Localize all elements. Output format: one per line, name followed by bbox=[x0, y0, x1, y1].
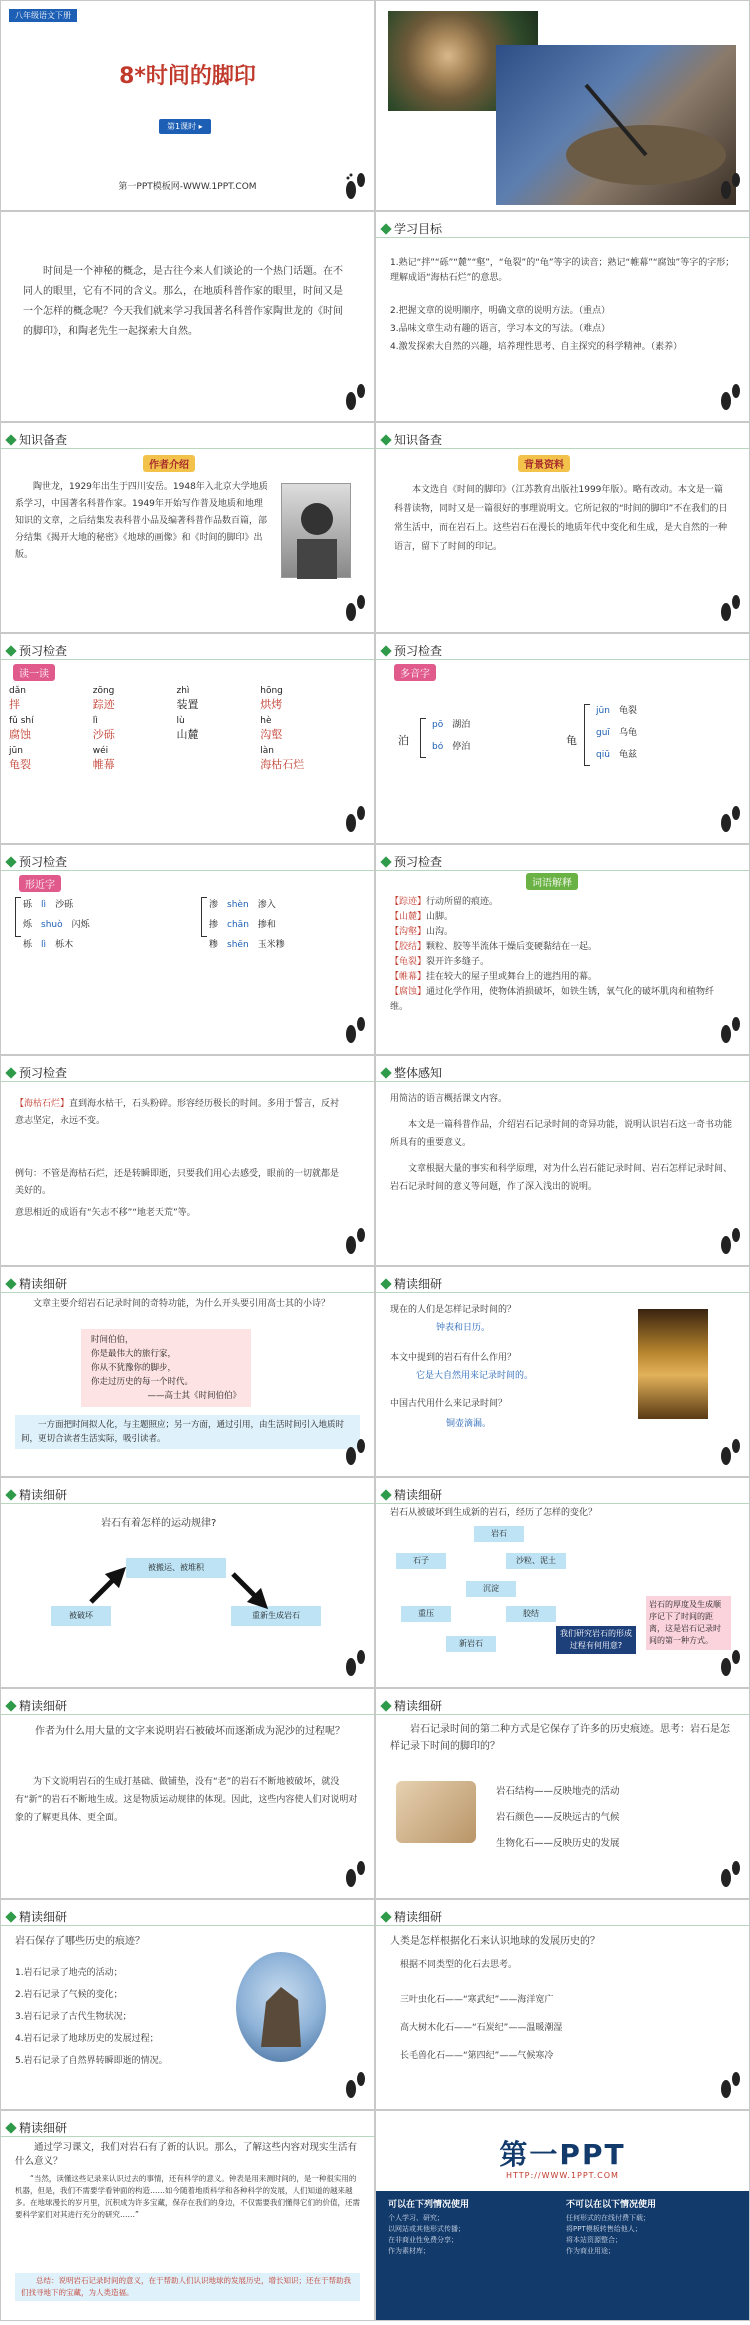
flow-node: 沙粒、泥土 bbox=[506, 1553, 566, 1569]
flow-node: 石子 bbox=[396, 1553, 446, 1569]
pinyin-cell: zōng 踪迹 bbox=[92, 686, 115, 711]
diamond-icon bbox=[5, 1911, 16, 1922]
slide-time-record[interactable] bbox=[375, 1266, 750, 1477]
question: 岩石保存了哪些历史的痕迹？ bbox=[15, 1936, 145, 1947]
lesson-title: 8*时间的脚印 bbox=[119, 64, 256, 89]
header-divider bbox=[376, 448, 749, 449]
slide-logo[interactable] bbox=[375, 2110, 750, 2321]
header-divider bbox=[376, 1503, 749, 1504]
polyphone-char: 泊 bbox=[398, 734, 409, 747]
slide-rock-cycle[interactable] bbox=[0, 1477, 375, 1688]
diamond-icon bbox=[5, 434, 16, 445]
slide-fossil[interactable] bbox=[375, 1688, 750, 1899]
diamond-icon bbox=[380, 645, 391, 656]
footprint-icon bbox=[717, 381, 743, 415]
diamond-icon bbox=[380, 856, 391, 867]
footprint-icon bbox=[342, 1225, 368, 1259]
slide-author[interactable] bbox=[0, 422, 375, 633]
header-divider bbox=[1, 870, 374, 871]
glossary-item: 【龟裂】裂开许多缝子。 bbox=[390, 957, 490, 967]
question: 通过学习课文，我们对岩石有了新的认识。那么，了解这些内容对现实生活有什么意义？ bbox=[15, 2142, 358, 2167]
section-header bbox=[382, 431, 442, 448]
rock-photo bbox=[236, 1952, 326, 2062]
diamond-icon bbox=[5, 856, 16, 867]
diamond-icon bbox=[380, 223, 391, 234]
slide-similar-chars[interactable] bbox=[0, 844, 375, 1055]
poem-question: 文章主要介绍岩石记录时间的奇特功能，为什么开头要引用高士其的小诗？ bbox=[33, 1299, 331, 1309]
allowed-list: 个人学习、研究； 以网站或其他形式传播； 在非商业性免费分享； 作为素材库； bbox=[388, 2214, 465, 2255]
section-title: 学习目标 bbox=[394, 222, 443, 236]
glossary-label: 词语解释 bbox=[526, 873, 578, 890]
slide-read[interactable] bbox=[0, 633, 375, 844]
section-header bbox=[382, 1697, 442, 1714]
flow-node: 沉淀 bbox=[466, 1581, 516, 1597]
header-divider bbox=[376, 659, 749, 660]
pinyin-cell: wéi 帷幕 bbox=[92, 746, 115, 771]
section-header bbox=[7, 1064, 67, 1081]
section-header bbox=[382, 642, 442, 659]
glossary-item: 【山麓】山脚。 bbox=[390, 912, 454, 922]
section-header bbox=[7, 431, 67, 448]
read-label: 读一读 bbox=[13, 664, 55, 681]
footprint-icon bbox=[717, 592, 743, 626]
answer: 铜壶滴漏。 bbox=[446, 1419, 492, 1429]
section-title: 精读细研 bbox=[394, 1277, 443, 1291]
poem-box: 时间伯伯， 你是最伟大的旅行家， 你从不犹豫你的脚步， 你走过历史的每一个时代。 ——高士其《时间伯伯》 bbox=[81, 1329, 251, 1407]
intro-text: 时间是一个神秘的概念，是古往今来人们谈论的一个热门话题。在不同人的眼里，它有不同的含义。那么，在地质科普作家的眼里，时间又是一个怎样的概念呢？今天我们就来学习我国著名科普作家陶世龙的《时间的脚印》，和陶老先生一起探索大自然。 bbox=[23, 266, 343, 337]
section-title: 精读细研 bbox=[394, 1488, 443, 1502]
diamond-icon bbox=[380, 1700, 391, 1711]
question: 岩石有着怎样的运动规律? bbox=[101, 1518, 217, 1529]
flow-box: 被搬运、被堆积 bbox=[126, 1558, 226, 1578]
question: 本文中提到的岩石有什么作用？ bbox=[390, 1353, 517, 1363]
slide-polyphone[interactable] bbox=[375, 633, 750, 844]
flow-box: 重新生成岩石 bbox=[231, 1606, 321, 1626]
footprint-icon bbox=[342, 1436, 368, 1470]
header-divider bbox=[1, 1292, 374, 1293]
section-title: 精读细研 bbox=[19, 1277, 68, 1291]
brace bbox=[201, 897, 207, 937]
slide-idiom[interactable] bbox=[0, 1055, 375, 1266]
goal-item: 3.品味文章生动有趣的语言，学习本文的写法。（难点） bbox=[390, 324, 611, 334]
polyphone-char: 龟 bbox=[566, 734, 577, 747]
background-label: 背景资料 bbox=[518, 455, 570, 472]
poem-answer: 一方面把时间拟人化，与主题照应；另一方面，通过引用，由生活时间引入地质时间，更切合读者生活实际，吸引读者。 bbox=[15, 1415, 360, 1449]
section-header bbox=[382, 220, 442, 237]
pinyin-cell: hè 沟壑 bbox=[260, 716, 283, 741]
brace bbox=[420, 718, 426, 758]
footprint-icon bbox=[342, 1647, 368, 1681]
footprint-icon bbox=[717, 2069, 743, 2103]
section-title: 预习检查 bbox=[19, 855, 68, 869]
footprint-icon bbox=[342, 2069, 368, 2103]
pinyin-cell: làn 海枯石烂 bbox=[260, 746, 305, 771]
section-header bbox=[382, 1064, 442, 1081]
sundial-photo bbox=[496, 45, 736, 205]
flow-arrows bbox=[1, 1478, 375, 1688]
footprint-icon bbox=[342, 803, 368, 837]
question: 现在的人们是怎样记录时间的？ bbox=[390, 1305, 517, 1315]
brace bbox=[15, 897, 21, 937]
similar-label: 形近字 bbox=[19, 875, 61, 892]
section-header bbox=[382, 1486, 442, 1503]
section-header bbox=[7, 642, 67, 659]
traces-list: 1.岩石记录了地壳的活动； 2.岩石记录了气候的变化； 3.岩石记录了古代生物状况； 4.岩石记录了地球历史的发展过程； 5.岩石记录了自然界转瞬即逝的情况。 bbox=[15, 1968, 168, 2066]
fossil-photo bbox=[396, 1781, 476, 1843]
diamond-icon bbox=[5, 2122, 16, 2133]
header-divider bbox=[1, 448, 374, 449]
footprint-icon bbox=[717, 1858, 743, 1892]
idiom-example: 例句：不管是海枯石烂，还是转瞬即逝，只要我们用心去感受，眼前的一切就都是美好的。 bbox=[15, 1169, 340, 1196]
glossary-item: 【踪迹】行动所留的痕迹。 bbox=[390, 897, 499, 907]
diamond-icon bbox=[380, 1489, 391, 1500]
section-title: 预习检查 bbox=[394, 855, 443, 869]
section-header bbox=[7, 1697, 67, 1714]
slide-poem[interactable] bbox=[0, 1266, 375, 1477]
author-label: 作者介绍 bbox=[143, 455, 195, 472]
header-divider bbox=[1, 1081, 374, 1082]
slide-overview[interactable] bbox=[375, 1055, 750, 1266]
fossil-era-list: 三叶虫化石——“寒武纪”——海洋宽广 高大树木化石——“石炭纪”——温暖潮湿 长毛兽化石——“第四纪”——气候寒冷 bbox=[400, 1995, 563, 2061]
glossary-item: 【胶结】颗粒、胶等半流体干燥后变硬黏结在一起。 bbox=[390, 942, 598, 952]
diamond-icon bbox=[5, 645, 16, 656]
pinyin-cell: dǎn 拌 bbox=[9, 686, 26, 711]
footprint-icon bbox=[717, 170, 743, 204]
pinyin-table bbox=[9, 686, 344, 772]
pinyin-cell: fǔ shí 腐蚀 bbox=[9, 716, 34, 741]
allowed-title: 可以在下列情况使用 bbox=[388, 2200, 470, 2210]
idiom-def: 【海枯石烂】直到海水枯干，石头粉碎。形容经历极长的时间。多用于誓言，反衬意志坚定，永远不变。 bbox=[15, 1099, 340, 1126]
question: 人类是怎样根据化石来认识地球的发展历史的？ bbox=[390, 1936, 600, 1947]
flow-node: 新岩石 bbox=[446, 1636, 496, 1652]
diamond-icon bbox=[380, 1067, 391, 1078]
author-photo bbox=[281, 483, 351, 578]
section-header bbox=[7, 853, 67, 870]
header-divider bbox=[376, 237, 749, 238]
footprint-icon bbox=[717, 1225, 743, 1259]
water-clock-photo bbox=[638, 1309, 708, 1419]
section-title: 精读细研 bbox=[394, 1699, 443, 1713]
glossary-item: 【沟壑】山沟。 bbox=[390, 927, 454, 937]
pinyin-cell: zhì 装置 bbox=[176, 686, 199, 711]
header-divider bbox=[376, 1714, 749, 1715]
similar-list: 渗 shèn 渗入 掺 chān 掺和 糁 shēn 玉米糁 bbox=[209, 900, 285, 950]
pinyin-cell: lì 沙砾 bbox=[92, 716, 115, 741]
answer: 它是大自然用来记录时间的。 bbox=[416, 1371, 534, 1381]
header-divider bbox=[1, 1925, 374, 1926]
overview-answer: 文章根据大量的事实和科学原理，对为什么岩石能记录时间、岩石怎样记录时间、岩石记录时间的意义等问题，作了深入浅出的说明。 bbox=[390, 1164, 733, 1192]
slide-title[interactable] bbox=[0, 0, 375, 211]
fossil-list: 岩石结构——反映地壳的活动 岩石颜色——反映远古的气候 生物化石——反映历史的发展 bbox=[496, 1786, 620, 1849]
center-question: 我们研究岩石的形成过程有何用意? bbox=[556, 1626, 636, 1654]
section-header bbox=[382, 853, 442, 870]
slide-photo[interactable] bbox=[375, 0, 750, 211]
diamond-icon bbox=[380, 434, 391, 445]
section-header bbox=[7, 2119, 67, 2136]
note-box: 岩石的厚度及生成顺序记下了时间的距离，这是岩石记录时间的第一种方式。 bbox=[646, 1596, 731, 1650]
header-divider bbox=[1, 659, 374, 660]
site-text: 第一PPT模板网-WWW.1PPT.COM bbox=[118, 182, 257, 192]
polyphone-label: 多音字 bbox=[394, 664, 436, 681]
subtitle: 根据不同类型的化石去思考。 bbox=[400, 1960, 518, 1970]
slide-fossil-history[interactable] bbox=[375, 1899, 750, 2110]
similar-list: 砾 lì 沙砾 烁 shuò 闪烁 栎 lì 栎木 bbox=[23, 900, 90, 950]
lesson-badge-label: 第1课时 bbox=[167, 122, 197, 131]
glossary-list bbox=[390, 895, 721, 1015]
section-title: 预习检查 bbox=[19, 1066, 68, 1080]
brace bbox=[584, 704, 590, 766]
section-header bbox=[382, 1908, 442, 1925]
slide-why-text[interactable] bbox=[0, 1688, 375, 1899]
section-title: 精读细研 bbox=[394, 1910, 443, 1924]
diamond-icon bbox=[380, 1911, 391, 1922]
quote-text: “当然，读懂这些记录来认识过去的事情，还有科学的意义。钟表是用来测时间的，是一种很实用的机器，但是，我们不需要学看钟面的构造……如今随着地质科学和各种科学的发展，人们知道的越来越多。在地球漫长的岁月里，沉积成为许多宝藏，保存在我们的身边，不仅需要我们懂得它们的价值，还需要科学家们对其进行充分的研究……” bbox=[15, 2174, 360, 2219]
overview-answer: 本文是一篇科普作品，介绍岩石记录时间的奇异功能，说明认识岩石这一奇书功能所具有的重要意义。 bbox=[390, 1120, 733, 1148]
answer: 钟表和日历。 bbox=[436, 1323, 491, 1333]
header-divider bbox=[376, 1292, 749, 1293]
slide-background[interactable] bbox=[375, 422, 750, 633]
pinyin-cell: jūn 龟裂 bbox=[9, 746, 31, 771]
answer: 为下文说明岩石的生成打基础、做铺垫，没有“老”的岩石不断地被破坏，就没有“新”的岩石不断地生成。这是物质运动规律的体现。因此，这些内容使人们对说明对象的了解更具体、更全面。 bbox=[15, 1777, 358, 1823]
diamond-icon bbox=[5, 1278, 16, 1289]
overview-question: 用简洁的语言概括课文内容。 bbox=[390, 1094, 508, 1104]
goal-item: 4.激发探索大自然的兴趣，培养理性思考、自主探究的科学精神。（素养） bbox=[390, 342, 683, 352]
diamond-icon bbox=[5, 1067, 16, 1078]
footprint-icon bbox=[342, 1858, 368, 1892]
question: 作者为什么用大量的文字来说明岩石被破坏而逐渐成为泥沙的过程呢？ bbox=[35, 1726, 345, 1737]
section-title: 知识备查 bbox=[394, 433, 443, 447]
pinyin-cell: hōng 烘烤 bbox=[260, 686, 283, 711]
grade-badge: 八年级语文下册 bbox=[9, 9, 77, 22]
background-text: 本文选自《时间的脚印》（江苏教育出版社1999年版）。略有改动。本文是一篇科普读物，同时又是一篇很好的事理说明文。它所记叙的“时间的脚印”不在我们的日常生活中，而在岩石上。这些岩石在漫长的地质年代中变化和生成，是大自然的一种语言，留下了时间的印记。 bbox=[394, 485, 728, 552]
slide-glossary[interactable] bbox=[375, 844, 750, 1055]
glossary-item: 【帷幕】挂在较大的屋子里或舞台上的遮挡用的幕。 bbox=[390, 972, 598, 982]
forbidden-title: 不可以在以下情况使用 bbox=[566, 2200, 657, 2210]
section-title: 精读细研 bbox=[19, 1488, 68, 1502]
slide-meaning[interactable] bbox=[0, 2110, 375, 2321]
section-title: 预习检查 bbox=[19, 644, 68, 658]
footprint-icon bbox=[342, 381, 368, 415]
question: 岩石记录时间的第二种方式是它保存了许多的历史痕迹。思考：岩石是怎样记录下时间的脚印的？ bbox=[390, 1724, 730, 1752]
question: 岩石从被破坏到生成新的岩石，经历了怎样的变化？ bbox=[390, 1508, 598, 1518]
slide-rock-change[interactable] bbox=[375, 1477, 750, 1688]
section-header bbox=[382, 1275, 442, 1292]
polyphone-list: pō 湖泊 bó 停泊 bbox=[432, 720, 471, 752]
footprint-icon bbox=[342, 170, 368, 204]
slide-traces[interactable] bbox=[0, 1899, 375, 2110]
flow-box: 被破坏 bbox=[51, 1606, 111, 1626]
lesson-badge[interactable]: 第1课时 ▸ bbox=[159, 119, 211, 134]
diamond-icon bbox=[380, 1278, 391, 1289]
section-title: 预习检查 bbox=[394, 644, 443, 658]
goal-item: 2.把握文章的说明顺序，明确文章的说明方法。（重点） bbox=[390, 306, 611, 316]
section-title: 整体感知 bbox=[394, 1066, 443, 1080]
author-text: 陶世龙，1929年出生于四川安岳。1948年入北京大学地质系学习，中国著名科普作家。1949年开始写作普及地质和地理知识的文章，之后结集发表科普小品及编著科普作品数百篇，部分结集《揭开大地的秘密》《地球的画像》和《时间的脚印》出版。 bbox=[15, 482, 268, 560]
section-title: 精读细研 bbox=[19, 1910, 68, 1924]
diamond-icon bbox=[5, 1700, 16, 1711]
section-header bbox=[7, 1908, 67, 1925]
logo-url[interactable]: HTTP://WWW.1PPT.COM bbox=[506, 2171, 619, 2180]
goal-item: 1.熟记“拌”“砾”“麓”“壑”，“龟裂”的“龟”等字的读音；熟记“帷幕”“腐蚀”等字的字形；理解成语“海枯石烂”的意思。 bbox=[390, 258, 735, 283]
flow-node: 重压 bbox=[401, 1606, 451, 1622]
pinyin-cell: lù 山麓 bbox=[176, 716, 199, 741]
forbidden-list: 任何形式的在线付费下载； 将PPT模板转售给他人； 将本站资源整合； 作为商业用途； bbox=[566, 2214, 650, 2255]
header-divider bbox=[376, 870, 749, 871]
info-panel bbox=[376, 2191, 749, 2320]
flow-node: 岩石 bbox=[474, 1526, 524, 1542]
footprint-icon bbox=[342, 592, 368, 626]
section-title: 精读细研 bbox=[19, 2121, 68, 2135]
footprint-icon bbox=[717, 803, 743, 837]
slide-goals[interactable] bbox=[375, 211, 750, 422]
footprint-icon bbox=[717, 1436, 743, 1470]
section-header bbox=[7, 1275, 67, 1292]
header-divider bbox=[376, 1925, 749, 1926]
footprint-icon bbox=[342, 1014, 368, 1048]
glossary-item: 【腐蚀】通过化学作用，使物体消损破坏，如铁生锈，氧气化的破坏肌肉和植物纤维。 bbox=[390, 987, 715, 1012]
footprint-icon bbox=[717, 1014, 743, 1048]
polyphone-list: jūn 龟裂 guī 乌龟 qiū 龟兹 bbox=[596, 706, 637, 760]
header-divider bbox=[376, 1081, 749, 1082]
pinyin-cell bbox=[177, 746, 261, 772]
flow-node: 胶结 bbox=[506, 1606, 556, 1622]
slide-intro[interactable] bbox=[0, 211, 375, 422]
idiom-synonym: 意思相近的成语有“矢志不移”“地老天荒”等。 bbox=[15, 1208, 196, 1218]
header-divider bbox=[1, 1714, 374, 1715]
summary-box: 总结：说明岩石记录时间的意义，在于帮助人们认识地球的发展历史，增长知识；还在于帮助我们找寻地下的宝藏，为人类造福。 bbox=[15, 2273, 360, 2301]
logo-text: 第一PPT bbox=[499, 2138, 626, 2171]
section-title: 精读细研 bbox=[19, 1699, 68, 1713]
header-divider bbox=[1, 2136, 374, 2137]
footprint-icon bbox=[717, 1647, 743, 1681]
section-title: 知识备查 bbox=[19, 433, 68, 447]
question: 中国古代用什么来记录时间？ bbox=[390, 1399, 508, 1409]
